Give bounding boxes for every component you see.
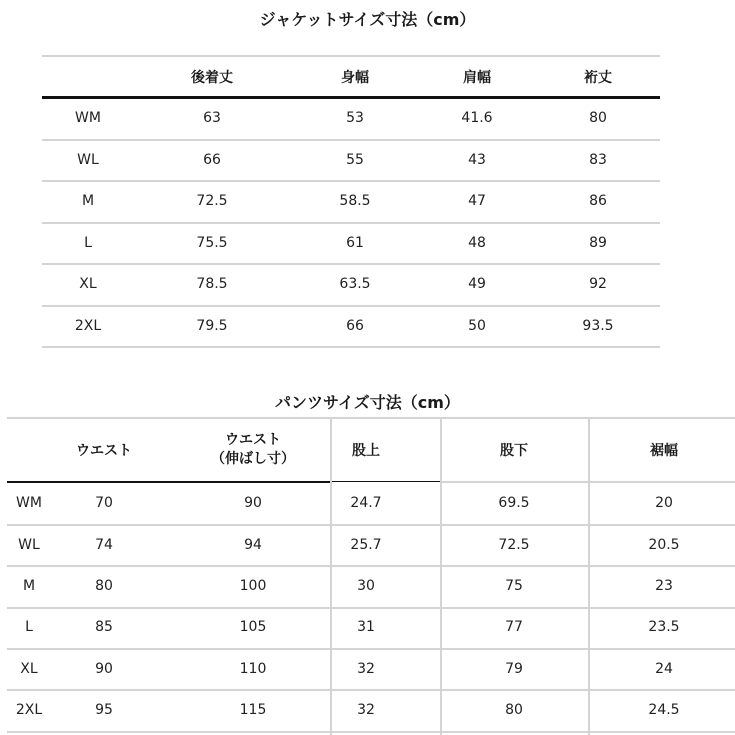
pants-value-cell: 70 (95, 495, 113, 511)
jacket-value-cell: 43 (468, 152, 486, 168)
pants-column-header (211, 431, 295, 469)
jacket-size-label: M (81, 193, 95, 209)
pants-value-cell: 24 (655, 661, 673, 677)
pants-value-cell: 80 (505, 702, 523, 718)
pants-size-label: 2XL (15, 702, 43, 718)
pants-column-header-line: （伸ばし寸） (211, 451, 295, 467)
jacket-row-divider (42, 346, 660, 348)
pants-value-cell: 25.7 (350, 537, 382, 553)
jacket-value-cell: 75.5 (196, 235, 228, 251)
pants-value-cell: 75 (505, 578, 523, 594)
jacket-value-cell: 93.5 (582, 318, 614, 334)
pants-value-cell: 95 (95, 702, 113, 718)
jacket-value-cell: 66 (346, 318, 364, 334)
pants-value-cell: 69.5 (498, 495, 530, 511)
pants-value-cell: 94 (244, 537, 262, 553)
pants-value-cell: 100 (239, 578, 267, 594)
pants-size-label: WM (16, 495, 42, 511)
pants-value-cell: 31 (357, 619, 375, 635)
jacket-size-title: ジャケットサイズ寸法（cm） (259, 10, 476, 29)
pants-row-divider (7, 689, 735, 691)
jacket-value-cell: 58.5 (339, 193, 371, 209)
jacket-value-cell: 79.5 (196, 318, 228, 334)
jacket-size-label: XL (79, 276, 97, 292)
pants-value-cell: 90 (95, 661, 113, 677)
jacket-value-cell: 50 (468, 318, 486, 334)
pants-value-cell: 32 (357, 661, 375, 677)
pants-value-cell: 24.7 (350, 495, 382, 511)
jacket-value-cell: 78.5 (196, 276, 228, 292)
pants-column-header: 裾幅 (650, 443, 678, 459)
pants-value-cell: 20 (655, 495, 673, 511)
pants-value-cell: 105 (239, 619, 267, 635)
jacket-value-cell: 55 (346, 152, 364, 168)
jacket-size-label: 2XL (74, 318, 102, 334)
jacket-top-rule (42, 55, 660, 57)
jacket-header-rule (42, 96, 660, 99)
jacket-column-header: 後着丈 (191, 70, 233, 86)
pants-column-header: 股下 (500, 443, 528, 459)
jacket-size-label: WL (77, 152, 99, 168)
jacket-value-cell: 63 (203, 110, 221, 126)
pants-header-rule-mid (330, 481, 440, 482)
jacket-value-cell: 83 (589, 152, 607, 168)
pants-value-cell: 74 (95, 537, 113, 553)
jacket-row-divider (42, 139, 660, 141)
pants-row-divider (7, 565, 735, 567)
pants-size-label: L (25, 619, 33, 635)
jacket-value-cell: 53 (346, 110, 364, 126)
pants-column-header: ウエスト (76, 443, 132, 459)
jacket-row-divider (42, 305, 660, 307)
pants-value-cell: 24.5 (648, 702, 680, 718)
jacket-row-divider (42, 263, 660, 265)
pants-value-cell: 80 (95, 578, 113, 594)
jacket-value-cell: 63.5 (339, 276, 371, 292)
jacket-value-cell: 49 (468, 276, 486, 292)
jacket-value-cell: 86 (589, 193, 607, 209)
jacket-column-header: 肩幅 (463, 70, 491, 86)
jacket-value-cell: 66 (203, 152, 221, 168)
jacket-column-header: 身幅 (341, 70, 369, 86)
pants-column-header: 股上 (352, 443, 380, 459)
pants-value-cell: 30 (357, 578, 375, 594)
pants-value-cell: 72.5 (498, 537, 530, 553)
pants-value-cell: 23.5 (648, 619, 680, 635)
pants-size-label: WL (18, 537, 40, 553)
pants-value-cell: 85 (95, 619, 113, 635)
pants-value-cell: 20.5 (648, 537, 680, 553)
pants-column-header-line: ウエスト (225, 432, 281, 448)
pants-row-divider (7, 524, 735, 526)
pants-row-divider (7, 607, 735, 609)
pants-value-cell: 110 (239, 661, 267, 677)
pants-size-label: M (22, 578, 36, 594)
jacket-row-divider (42, 180, 660, 182)
pants-column-divider (440, 418, 442, 735)
pants-header-rule-left (7, 481, 330, 483)
jacket-value-cell: 48 (468, 235, 486, 251)
pants-size-title: パンツサイズ寸法（cm） (275, 393, 460, 412)
pants-size-label: XL (20, 661, 38, 677)
pants-value-cell: 77 (505, 619, 523, 635)
jacket-value-cell: 41.6 (461, 110, 493, 126)
jacket-value-cell: 47 (468, 193, 486, 209)
pants-column-divider (330, 418, 332, 735)
jacket-column-header: 裄丈 (584, 70, 612, 86)
jacket-value-cell: 61 (346, 235, 364, 251)
jacket-size-label: WM (75, 110, 101, 126)
jacket-value-cell: 92 (589, 276, 607, 292)
jacket-size-label: L (84, 235, 92, 251)
pants-value-cell: 115 (239, 702, 267, 718)
pants-value-cell: 90 (244, 495, 262, 511)
pants-value-cell: 79 (505, 661, 523, 677)
jacket-value-cell: 80 (589, 110, 607, 126)
pants-column-divider (588, 418, 590, 735)
pants-value-cell: 23 (655, 578, 673, 594)
pants-value-cell: 32 (357, 702, 375, 718)
jacket-value-cell: 72.5 (196, 193, 228, 209)
jacket-value-cell: 89 (589, 235, 607, 251)
pants-row-divider (7, 731, 735, 733)
pants-top-rule (7, 417, 735, 419)
pants-row-divider (7, 648, 735, 650)
jacket-row-divider (42, 222, 660, 224)
